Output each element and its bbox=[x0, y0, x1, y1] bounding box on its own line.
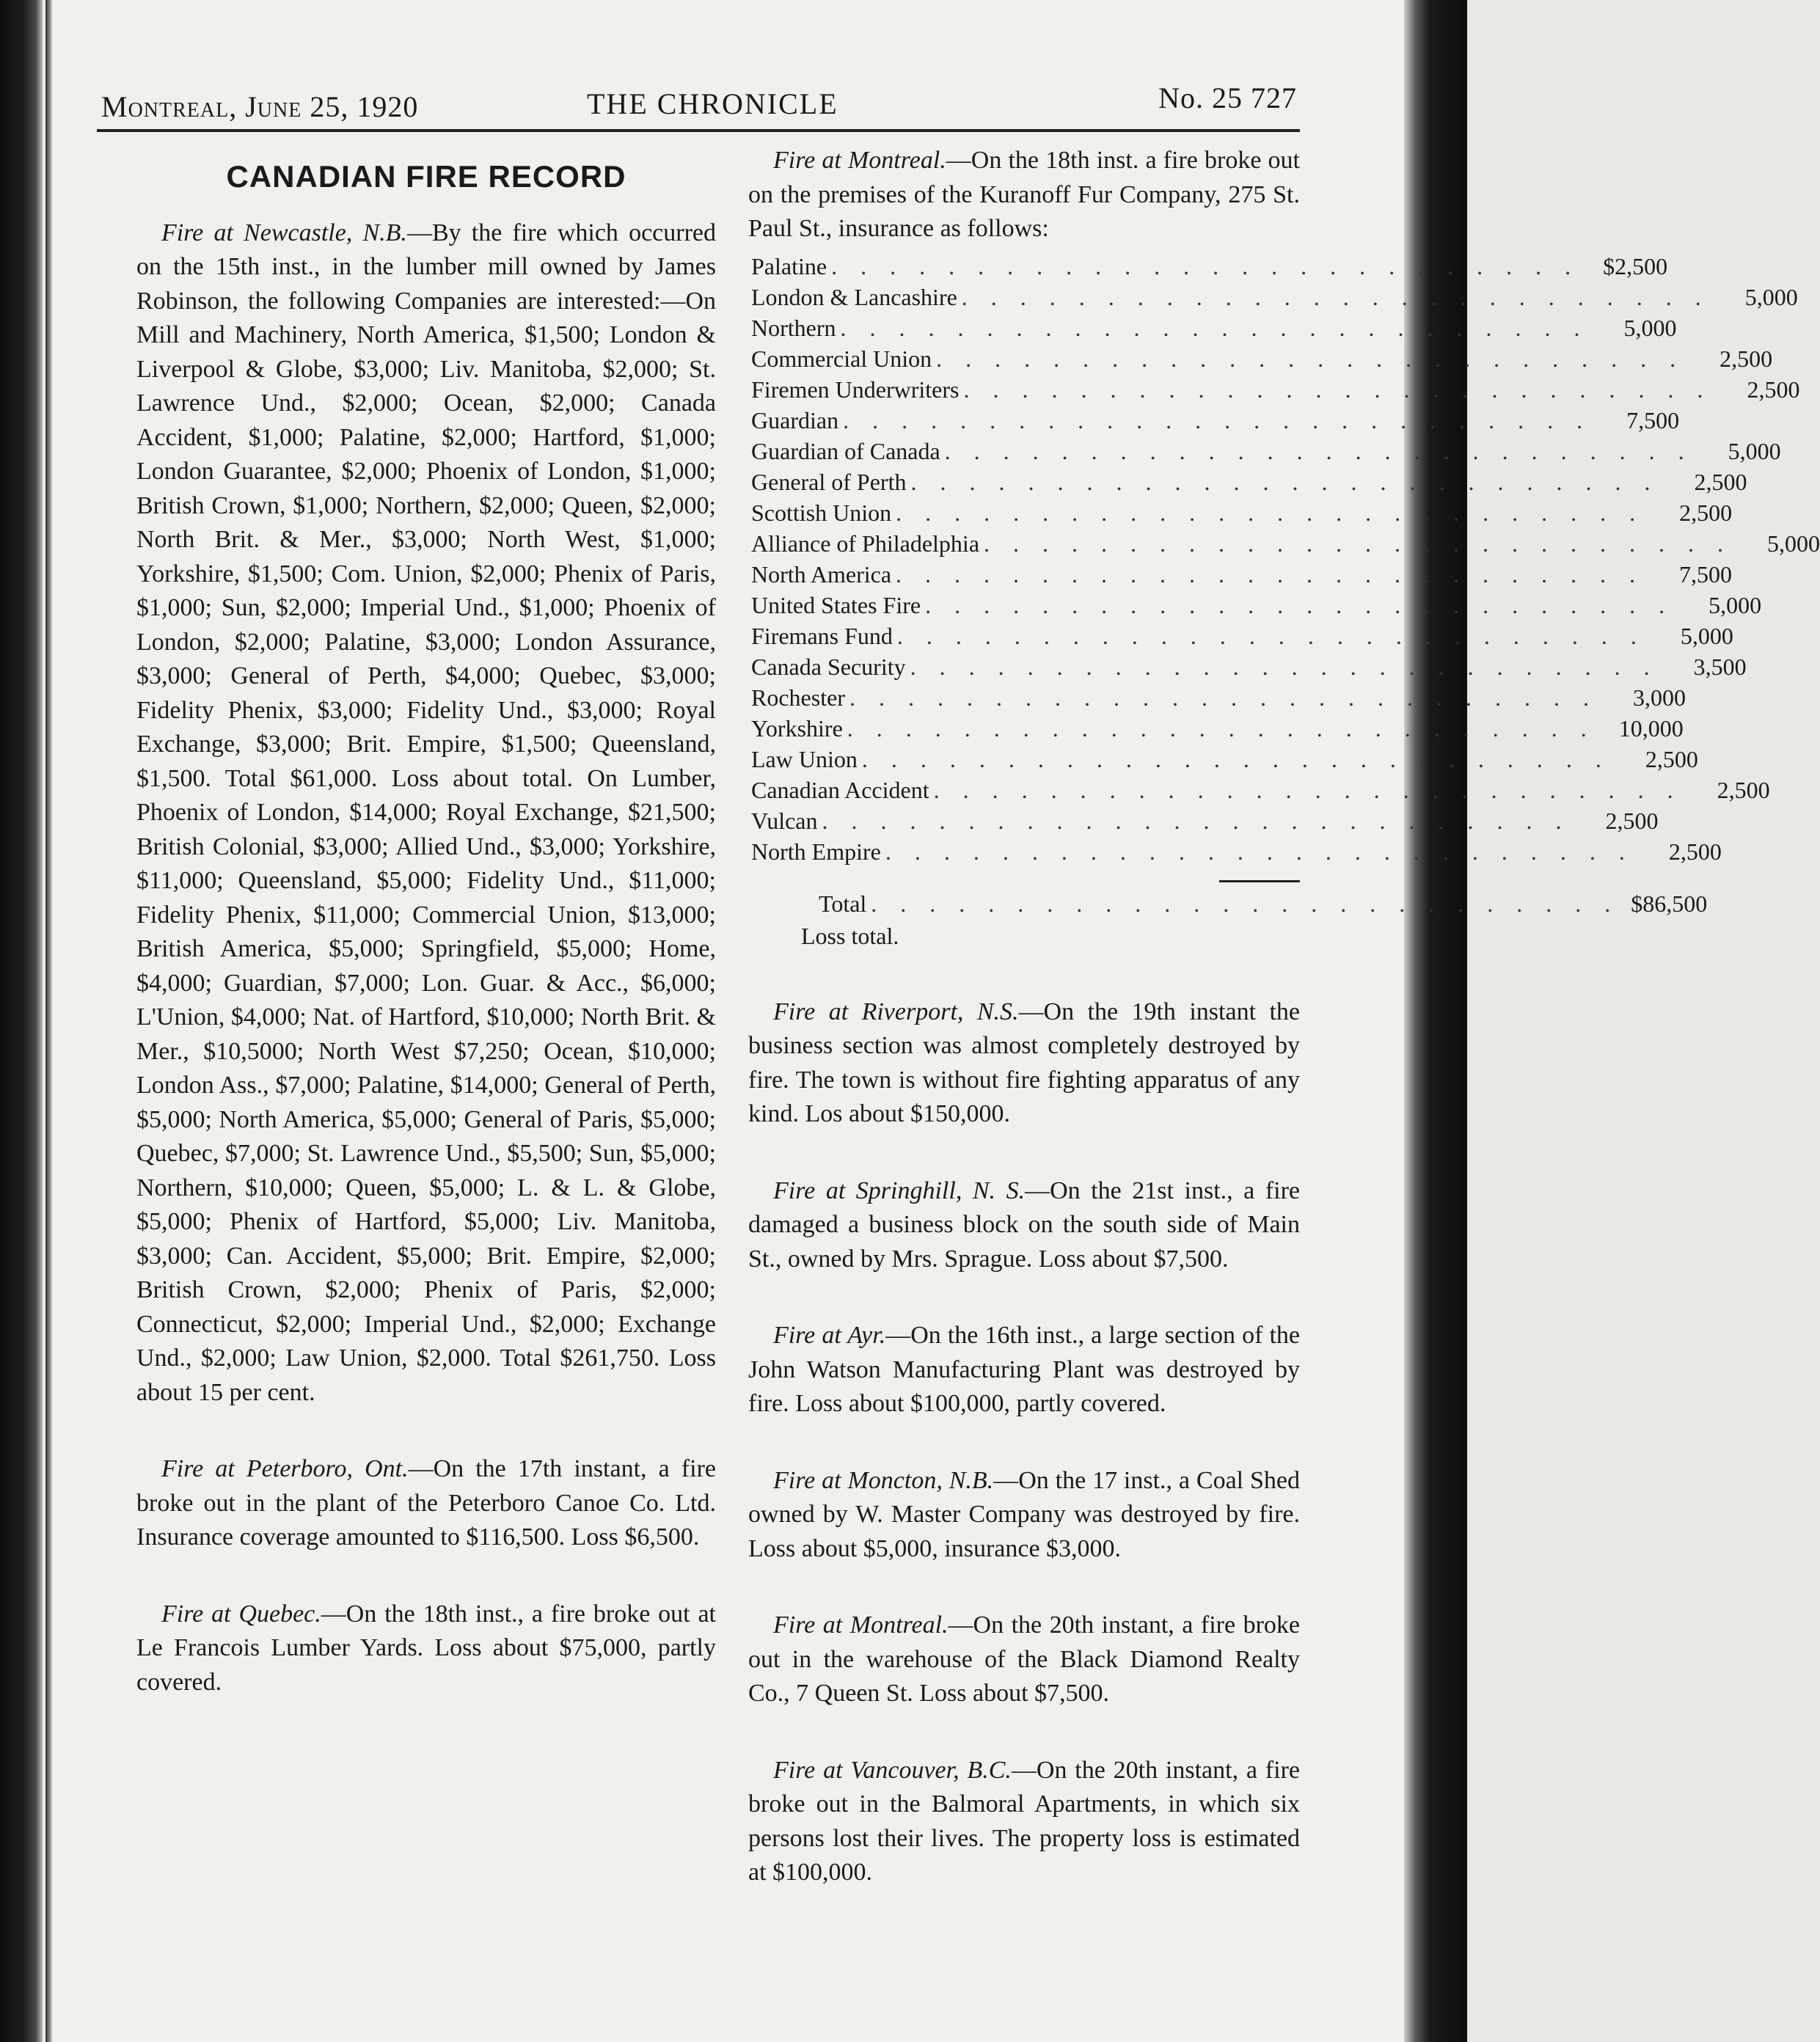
leader-dots: . . . . . . . . . . . . . . . . . . . . . . . . . . bbox=[896, 499, 1645, 526]
leader-dots: . . . . . . . . . . . . . . . . . . . . . . . . . . bbox=[822, 807, 1571, 834]
article bbox=[136, 216, 716, 1410]
leader-dots: . . . . . . . . . . . . . . . . . . . . . . . . . . bbox=[885, 838, 1634, 865]
article bbox=[136, 1452, 716, 1555]
insured-amount: 2,500 bbox=[1605, 807, 1659, 834]
insurance-row bbox=[751, 744, 1698, 775]
article-body: —On the 18th inst., a fire broke out at Le Francois Lumber Yards. Loss about $75,000, partly covered. bbox=[136, 1600, 716, 1696]
insured-amount: 2,500 bbox=[1679, 499, 1733, 526]
insurance-row bbox=[751, 343, 1773, 374]
leader-dots: . . . . . . . . . . . . . . . . . . . . . . . . . . bbox=[840, 314, 1589, 341]
company-name: Canadian Accident bbox=[751, 776, 929, 803]
insured-amount: 2,500 bbox=[1694, 468, 1747, 495]
insurance-table bbox=[751, 251, 1820, 867]
insurance-row bbox=[751, 436, 1781, 466]
company-name: Vulcan bbox=[751, 807, 818, 834]
header-date: Montreal, June 25, 1920 bbox=[101, 90, 419, 123]
insured-amount: 2,500 bbox=[1717, 776, 1770, 803]
leader-dots: . . . . . . . . . . . . . . . . . . . . . . . . . . bbox=[847, 714, 1596, 742]
insurance-row bbox=[751, 497, 1733, 528]
article-heading: Fire at Montreal. bbox=[773, 147, 946, 174]
insurance-row bbox=[751, 282, 1798, 312]
article-body: —On the 19th instant the business section was almost completely destroyed by fire. The town is without fire fighting apparatus of any kind. Los about $150,000. bbox=[748, 998, 1300, 1127]
insurance-row bbox=[751, 528, 1820, 559]
article-body: —On the 16th inst., a large section of the John Watson Manufacturing Plant was destroyed by fire. Loss about $100,000, partly covered. bbox=[748, 1322, 1300, 1417]
insurance-row bbox=[751, 836, 1722, 867]
insurance-row bbox=[751, 466, 1747, 497]
article bbox=[136, 1598, 716, 1700]
loss-total-note: Loss total. bbox=[801, 922, 899, 949]
insured-amount: $2,500 bbox=[1603, 252, 1668, 279]
leader-dots: . . . . . . . . . . . . . . . . . . . . . . . . . . bbox=[925, 591, 1674, 618]
insured-amount: 5,000 bbox=[1708, 591, 1762, 618]
article-heading: Fire at Moncton, N.B. bbox=[773, 1466, 994, 1494]
insurance-row bbox=[751, 713, 1684, 744]
insured-amount: 3,000 bbox=[1632, 684, 1686, 711]
leader-dots: . . . . . . . . . . . . . . . . . . . . . . . . . . bbox=[933, 776, 1682, 803]
total-rule bbox=[1219, 880, 1300, 882]
insured-amount: 5,000 bbox=[1728, 437, 1781, 464]
leader-dots: . . . . . . . . . . . . . . . . . . . . . . . . . . bbox=[896, 622, 1645, 649]
running-header bbox=[101, 73, 1297, 126]
leader-dots: . . . . . . . . . . . . . . . . . . . . . . . . . . bbox=[910, 468, 1659, 495]
insurance-row bbox=[751, 775, 1770, 805]
article-heading: Fire at Montreal. bbox=[773, 1611, 949, 1639]
company-name: North America bbox=[751, 560, 892, 588]
left-articles bbox=[136, 216, 716, 1700]
article bbox=[748, 1319, 1300, 1421]
article-montreal-kuranoff bbox=[748, 144, 1300, 246]
insured-amount: 5,000 bbox=[1680, 622, 1733, 649]
page-binding-shadow-left bbox=[0, 0, 43, 2042]
insured-amount: 5,000 bbox=[1623, 314, 1677, 341]
article bbox=[748, 1464, 1300, 1567]
leader-dots: . . . . . . . . . . . . . . . . . . . . . . . . . . bbox=[963, 376, 1712, 403]
insured-amount: 5,000 bbox=[1744, 283, 1798, 310]
article-body: —On the 20th instant, a fire broke out in the warehouse of the Black Diamond Realty Co., 7 Queen St. Loss about $7,500. bbox=[748, 1611, 1300, 1707]
insured-amount: 2,500 bbox=[1645, 745, 1698, 772]
insured-amount: 7,500 bbox=[1679, 560, 1733, 588]
insurance-total-row bbox=[748, 888, 1708, 919]
company-name: Canada Security bbox=[751, 653, 906, 680]
left-column bbox=[136, 144, 716, 1742]
insurance-row bbox=[751, 251, 1668, 282]
leader-dots: . . . . . . . . . . . . . . . . . . . . . . . . . . bbox=[871, 890, 1620, 917]
section-title: CANADIAN FIRE RECORD bbox=[226, 159, 626, 194]
insured-amount: 10,000 bbox=[1618, 714, 1684, 742]
leader-dots: . . . . . . . . . . . . . . . . . . . . . . . . . . bbox=[910, 653, 1659, 680]
company-name: Palatine bbox=[751, 252, 827, 279]
insurance-row bbox=[751, 682, 1686, 713]
insurance-row bbox=[751, 805, 1659, 836]
leader-dots: . . . . . . . . . . . . . . . . . . . . . . . . . . bbox=[843, 406, 1592, 433]
header-rule bbox=[97, 129, 1300, 132]
article-heading: Fire at Springhill, N. S. bbox=[773, 1176, 1026, 1204]
insurance-row bbox=[751, 312, 1677, 343]
article bbox=[748, 1174, 1300, 1277]
company-name: North Empire bbox=[751, 838, 881, 865]
article bbox=[748, 995, 1300, 1132]
article-body: —On the 18th inst. a fire broke out on the premises of the Kuranoff Fur Company, 275 St. Paul St., insurance as follows: bbox=[748, 147, 1300, 242]
leader-dots: . . . . . . . . . . . . . . . . . . . . . . . . . . bbox=[831, 252, 1580, 279]
company-name: United States Fire bbox=[751, 591, 921, 618]
leader-dots: . . . . . . . . . . . . . . . . . . . . . . . . . . bbox=[849, 684, 1598, 711]
company-name: Law Union bbox=[751, 745, 858, 772]
article-body: —On the 17th instant, a fire broke out in the plant of the Peterboro Canoe Co. Ltd. Insurance coverage amounted to $116,500. Loss $6,500. bbox=[136, 1455, 716, 1551]
header-publication-title: THE CHRONICLE bbox=[587, 87, 838, 120]
total-label: Total bbox=[819, 890, 867, 917]
article-heading: Fire at Vancouver, B.C. bbox=[773, 1756, 1012, 1784]
article-heading: Fire at Newcastle, N.B. bbox=[161, 219, 407, 246]
insurance-row bbox=[751, 590, 1762, 621]
insured-amount: 5,000 bbox=[1767, 530, 1820, 557]
insurance-row bbox=[751, 651, 1747, 682]
header-issue-page: No. 25 727 bbox=[1158, 81, 1297, 114]
company-name: General of Perth bbox=[751, 468, 907, 495]
leader-dots: . . . . . . . . . . . . . . . . . . . . . . . . . . bbox=[861, 745, 1610, 772]
company-name: London & Lancashire bbox=[751, 283, 957, 310]
leader-dots: . . . . . . . . . . . . . . . . . . . . . . . . . . bbox=[984, 530, 1733, 557]
company-name: Northern bbox=[751, 314, 836, 341]
right-column bbox=[748, 144, 1820, 1933]
article-heading: Fire at Quebec. bbox=[161, 1600, 321, 1628]
company-name: Commercial Union bbox=[751, 345, 932, 372]
insured-amount: 2,500 bbox=[1668, 838, 1722, 865]
insurance-row bbox=[751, 559, 1733, 590]
company-name: Guardian of Canada bbox=[751, 437, 940, 464]
insured-amount: 7,500 bbox=[1626, 406, 1680, 433]
article-heading: Fire at Peterboro, Ont. bbox=[161, 1455, 409, 1482]
leader-dots: . . . . . . . . . . . . . . . . . . . . . . . . . . bbox=[936, 345, 1685, 372]
article-body: —On the 20th instant, a fire broke out in the Balmoral Apartments, in which six persons lost their lives. The property loss is estimated at $100,000. bbox=[748, 1756, 1300, 1886]
company-name: Alliance of Philadelphia bbox=[751, 530, 980, 557]
article-body: —On the 17 inst., a Coal Shed owned by W. Master Company was destroyed by fire. Loss about $5,000, insurance $3,000. bbox=[748, 1466, 1300, 1562]
insurance-row bbox=[751, 621, 1733, 651]
article bbox=[748, 1609, 1300, 1711]
leader-dots: . . . . . . . . . . . . . . . . . . . . . . . . . . bbox=[944, 437, 1693, 464]
leader-dots: . . . . . . . . . . . . . . . . . . . . . . . . . . bbox=[896, 560, 1645, 588]
insurance-row bbox=[751, 374, 1800, 405]
article-heading: Fire at Riverport, N.S. bbox=[773, 998, 1019, 1025]
insured-amount: 3,500 bbox=[1693, 653, 1747, 680]
article-heading: Fire at Ayr. bbox=[773, 1322, 886, 1349]
article-body: —On the 21st inst., a fire damaged a business block on the south side of Main St., owned by Mrs. Sprague. Loss about $7,500. bbox=[748, 1176, 1301, 1273]
leader-dots: . . . . . . . . . . . . . . . . . . . . . . . . . . bbox=[961, 283, 1710, 310]
insurance-row bbox=[751, 405, 1680, 436]
page-fold-crease bbox=[45, 0, 53, 2042]
insured-amount: 2,500 bbox=[1747, 376, 1800, 403]
company-name: Firemen Underwriters bbox=[751, 376, 960, 403]
article bbox=[748, 1754, 1300, 1890]
right-articles bbox=[748, 995, 1300, 1890]
company-name: Yorkshire bbox=[751, 714, 843, 742]
company-name: Guardian bbox=[751, 406, 839, 433]
company-name: Rochester bbox=[751, 684, 845, 711]
article-body: —By the fire which occurred on the 15th inst., in the lumber mill owned by James Robinson, the following Companies are interested:—On Mill and Machinery, North America, $1,500; London & Liverpool & Globe, $3,000; Liv. Manitoba, $2,000; St. Lawrence Und., $2,000; Ocean, $2,000; Canada Accident, $1,000; Palatine, $2,000; Hartford, $1,000; London Guarantee, $2,000; Phoenix of London, $1,000; British Crown, $1,000; Northern, $2,000; Queen, $2,000; North Brit. & Mer., $3,000; North West, $1,000; Yorkshire, $1,500; Com. Union, $2,000; Phenix of Paris, $1,000; Sun, $2,000; Imperial Und., $1,000; Phoenix of London, $2,000; Palatine, $3,000; London Assurance, $3,000; General of Perth, $4,000; Quebec, $3,000; Fidelity Phenix, $3,000; Fidelity Und., $3,000; Royal Exchange, $3,000; Brit. Empire, $1,500; Queensland, $1,500. Total $61,000. Loss about total. On Lumber, Phoenix of London, $14,000; Royal Exchange, $21,500; British Colonial, $3,000; Allied Und., $3,000; Yorkshire, $11,000; Queensland, $5,000; Fidelity Und., $11,000; Fidelity Phenix, $11,000; Commercial Union, $13,000; British America, $5,000; Springfield, $5,000; Home, $4,000; Guardian, $7,000; Lon. Guar. & Acc., $6,000; L'Union, $4,000; Nat. of Hartford, $10,000; North Brit. & Mer., $10,5000; North West $7,250; Ocean, $10,000; London Ass., $7,000; Palatine, $14,000; General of Perth, $5,000; North America, $5,000; General of Paris, $5,000; Quebec, $7,000; St. Lawrence Und., $5,500; Sun, $5,000; Northern, $10,000; Queen, $5,000; L. & L. & Globe, $5,000; Phenix of Hartford, $5,000; Liv. Manitoba, $3,000; Can. Accident, $5,000; Brit. Empire, $2,000; British Crown, $2,000; Phenix of Paris, $2,000; Connecticut, $2,000; Imperial Und., $2,000; Exchange Und., $2,000; Law Union, $2,000. Total $261,750. Loss about 15 per cent. bbox=[136, 219, 717, 1406]
company-name: Firemans Fund bbox=[751, 622, 893, 649]
insured-amount: 2,500 bbox=[1720, 345, 1773, 372]
total-amount: $86,500 bbox=[1631, 890, 1708, 917]
company-name: Scottish Union bbox=[751, 499, 892, 526]
